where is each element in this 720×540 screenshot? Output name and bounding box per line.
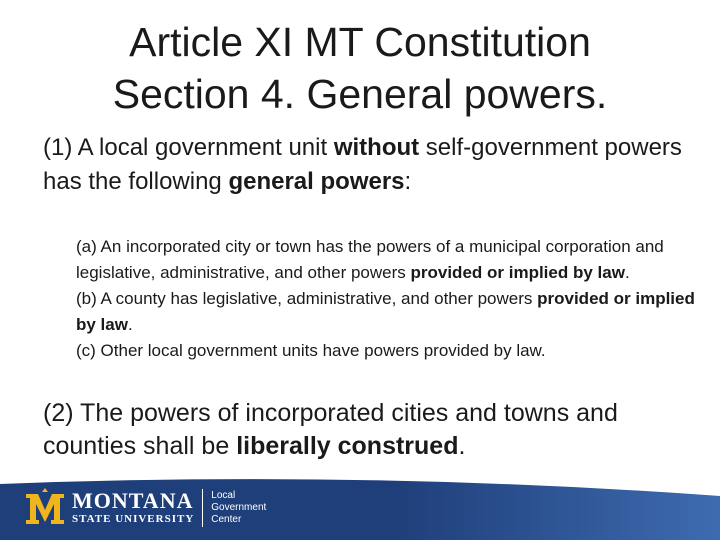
subitem-c-text: (c) Other local government units have powers provided by law. [76, 341, 546, 360]
subitem-list [76, 234, 696, 364]
subitem-b-bold: provided or implied by law [76, 289, 695, 334]
msu-sub-text: STATE UNIVERSITY [72, 513, 195, 525]
lgc-line-1: Local [211, 490, 236, 501]
msu-logo [24, 486, 266, 530]
p2-bold-liberally-construed: liberally construed [236, 432, 459, 460]
subitem-a-bold: provided or implied by law [410, 263, 625, 282]
lgc-wordmark [211, 490, 266, 526]
lgc-line-2: Government [211, 502, 267, 513]
p1-bold-without: without [333, 134, 420, 161]
msu-main-text: MONTANA [72, 488, 194, 513]
subitem-a-end: . [624, 263, 630, 282]
title-line-1: Article XI MT Constitution [129, 19, 591, 65]
p1-text-1: (1) A local government unit [43, 134, 334, 161]
paragraph-1 [43, 131, 683, 199]
logo-divider [202, 489, 203, 527]
title-line-2: Section 4. General powers. [112, 71, 608, 117]
lgc-line-3: Center [211, 514, 242, 525]
subitem-b-text: (b) A county has legislative, administrative, and other powers [76, 289, 538, 308]
p2-text-2: . [458, 432, 466, 460]
paragraph-2 [43, 397, 703, 463]
p1-bold-general-powers: general powers [228, 168, 405, 195]
subitem-b-end: . [127, 315, 133, 334]
msu-wordmark [72, 490, 194, 526]
subitem-c [76, 338, 696, 364]
subitem-b [76, 286, 696, 338]
p1-text-3: : [404, 168, 412, 195]
subitem-a [76, 234, 696, 286]
p1-text-2: self-government powers has the following [43, 134, 682, 195]
p2-text-1: (2) The powers of incorporated cities and towns and counties shall be [43, 399, 618, 460]
subitem-a-text: (a) An incorporated city or town has the powers of a municipal corporation and legislative, administrative, and other powers [76, 237, 664, 282]
msu-m-logo-icon [24, 488, 66, 528]
slide-title [0, 16, 720, 120]
